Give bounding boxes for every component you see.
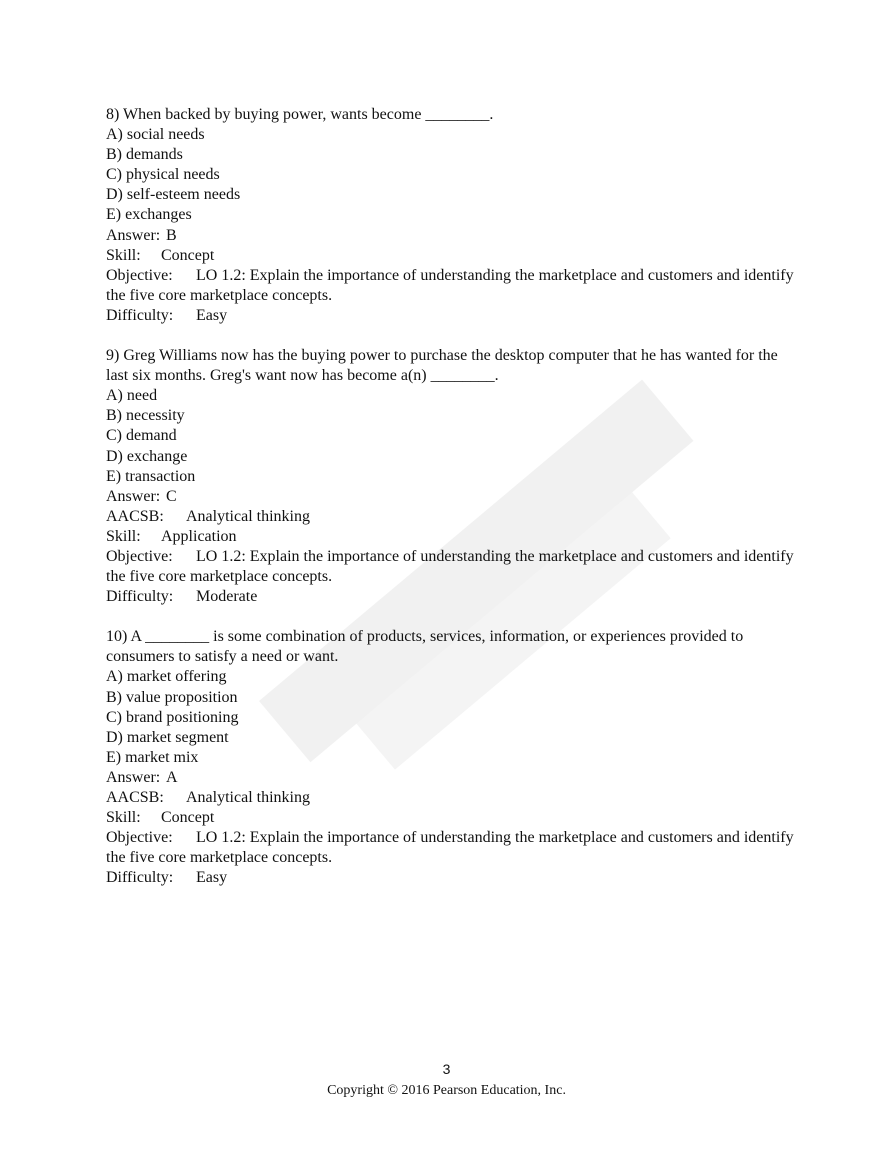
objective-value: LO 1.2: Explain the importance of understanding the marketplace and customers and identify the five core marketplace concepts. <box>106 266 794 304</box>
question-9-skill <box>106 527 796 547</box>
question-10-difficulty <box>106 868 796 888</box>
question-8-option-d: D) self-esteem needs <box>106 186 241 204</box>
question-9-option-e: E) transaction <box>106 467 196 485</box>
skill-label: Skill: <box>106 246 141 264</box>
aacsb-label: AACSB: <box>106 789 164 806</box>
question-9-stem: 9) Greg Williams now has the buying power to purchase the desktop computer that he has wanted for the last six months. Greg's want now has become a(n) ________. <box>106 347 778 385</box>
question-8-difficulty <box>106 306 796 326</box>
aacsb-value: Analytical thinking <box>186 507 310 525</box>
page-number: 3 <box>442 1061 451 1077</box>
skill-label: Skill: <box>106 809 141 827</box>
question-10-option-a: A) market offering <box>106 668 227 686</box>
question-10-option-e: E) market mix <box>106 748 199 766</box>
question-10-stem: 10) A ________ is some combination of products, services, information, or experiences provided to consumers to satisfy a need or want. <box>106 628 744 666</box>
objective-value: LO 1.2: Explain the importance of understanding the marketplace and customers and identify the five core marketplace concepts. <box>106 547 794 586</box>
question-8-objective <box>106 266 796 306</box>
difficulty-label: Difficulty: <box>106 306 174 324</box>
question-8-option-e: E) exchanges <box>106 206 192 224</box>
question-9-option-b: B) necessity <box>106 407 185 425</box>
difficulty-value: Easy <box>196 306 228 324</box>
question-8-option-a: A) social needs <box>106 126 205 144</box>
question-9-answer <box>106 487 796 507</box>
question-10-option-b: B) value proposition <box>106 688 238 706</box>
question-8-option-c: C) physical needs <box>106 166 220 184</box>
spacer <box>106 326 796 346</box>
question-9 <box>106 346 796 607</box>
question-10 <box>106 627 796 888</box>
question-10-answer <box>106 768 796 788</box>
skill-value: Application <box>161 527 237 545</box>
question-8-skill <box>106 246 796 266</box>
question-10-objective <box>106 828 796 868</box>
question-10-option-d: D) market segment <box>106 728 229 746</box>
skill-value: Concept <box>161 246 215 264</box>
question-8-answer <box>106 226 796 246</box>
question-10-aacsb <box>106 788 796 808</box>
objective-label: Objective: <box>106 829 173 847</box>
objective-label: Objective: <box>106 266 173 284</box>
objective-label: Objective: <box>106 547 173 565</box>
skill-value: Concept <box>161 809 215 827</box>
question-9-option-c: C) demand <box>106 427 177 445</box>
objective-value: LO 1.2: Explain the importance of understanding the marketplace and customers and identify the five core marketplace concepts. <box>106 829 794 867</box>
difficulty-value: Moderate <box>196 588 258 606</box>
answer-value: B <box>166 226 177 244</box>
difficulty-value: Easy <box>196 869 228 887</box>
question-8-option-b: B) demands <box>106 146 183 164</box>
answer-label: Answer: <box>106 768 161 786</box>
skill-label: Skill: <box>106 527 141 545</box>
question-9-aacsb <box>106 507 796 527</box>
aacsb-value: Analytical thinking <box>186 789 310 806</box>
question-9-option-a: A) need <box>106 387 158 405</box>
copyright-notice: Copyright © 2016 Pearson Education, Inc. <box>327 1083 566 1098</box>
difficulty-label: Difficulty: <box>106 588 174 606</box>
question-9-objective <box>106 547 796 587</box>
question-9-difficulty <box>106 587 796 607</box>
answer-value: A <box>166 768 178 786</box>
answer-value: C <box>166 487 177 505</box>
answer-label: Answer: <box>106 487 161 505</box>
aacsb-label: AACSB: <box>106 507 164 525</box>
answer-label: Answer: <box>106 226 161 244</box>
question-8 <box>106 105 796 326</box>
spacer <box>106 607 796 627</box>
difficulty-label: Difficulty: <box>106 869 174 887</box>
question-9-option-d: D) exchange <box>106 447 188 465</box>
question-10-skill <box>106 808 796 828</box>
document-body <box>106 105 796 888</box>
question-10-option-c: C) brand positioning <box>106 708 239 726</box>
question-8-stem: 8) When backed by buying power, wants become ________. <box>106 106 494 123</box>
